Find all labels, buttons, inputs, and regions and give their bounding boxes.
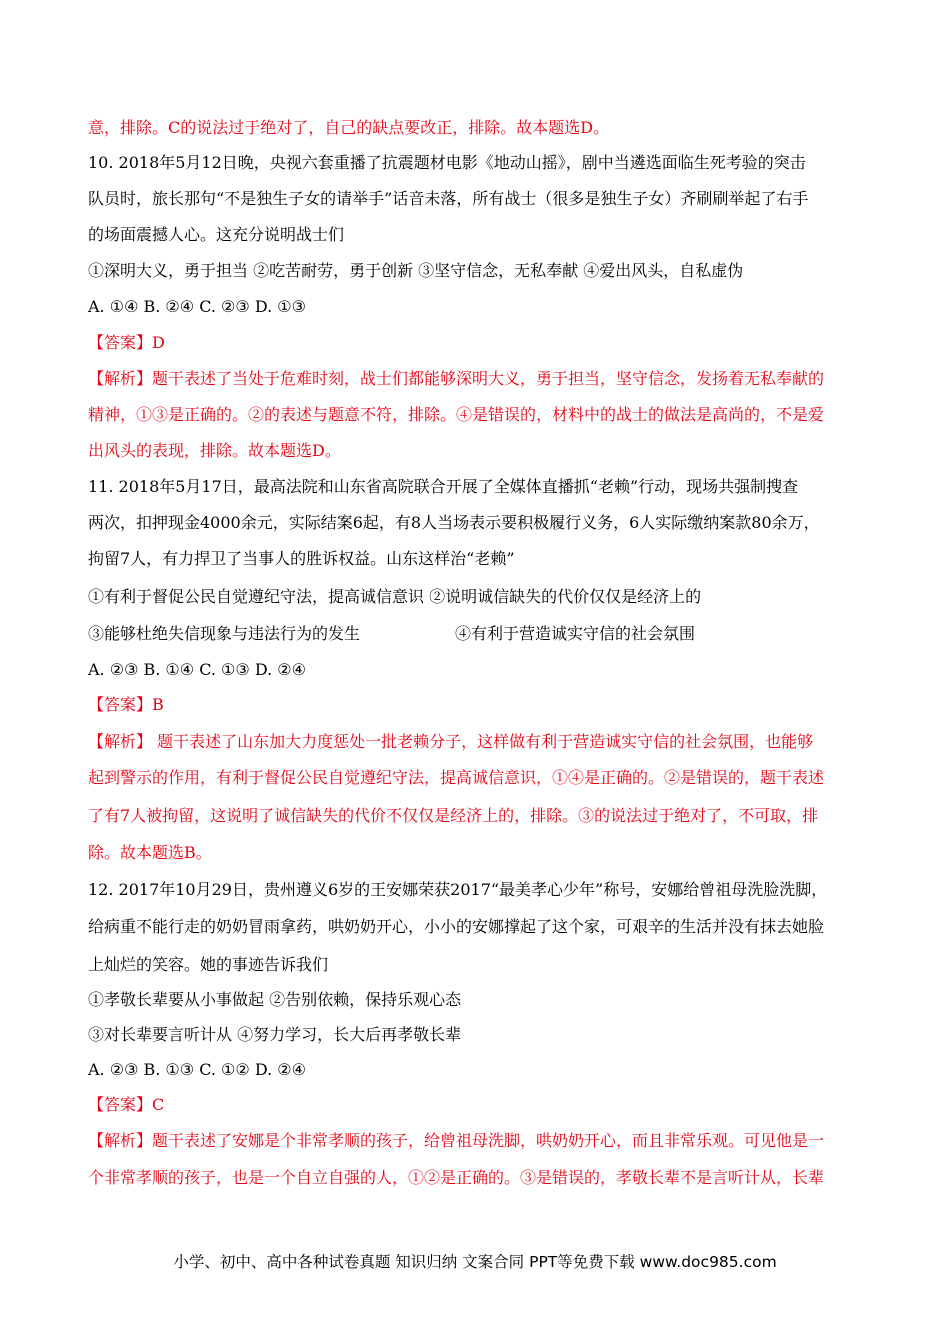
question-10-stem: 队员时，旅长那句“不是独生子女的请举手”话音未落，所有战士（很多是独生子女）齐刷刷举起了右手 xyxy=(88,189,809,208)
question-10-explanation: 出风头的表现，排除。故本题选D。 xyxy=(88,441,341,460)
question-11-options: ①有利于督促公民自觉遵纪守法，提高诚信意识 ②说明诚信缺失的代价仅仅是经济上的 xyxy=(88,587,702,606)
question-12-stem: 给病重不能行走的奶奶冒雨拿药，哄奶奶开心，小小的安娜撑起了这个家，可艰辛的生活并没有抹去她脸 xyxy=(88,917,825,936)
question-12-explanation: 【解析】题干表述了安娜是个非常孝顺的孩子，给曾祖母洗脚，哄奶奶开心，而且非常乐观。可见他是一 xyxy=(88,1131,825,1150)
question-11-explanation: 起到警示的作用，有利于督促公民自觉遵纪守法，提高诚信意识，①④是正确的。②是错误的，题干表述 xyxy=(88,768,825,787)
question-11-answer: 【答案】B xyxy=(88,695,164,714)
question-11-explanation: 【解析】 题干表述了山东加大力度惩处一批老赖分子，这样做有利于营造诚实守信的社会氛围，也能够 xyxy=(88,732,814,751)
question-10-explanation: 精神，①③是正确的。②的表述与题意不符，排除。④是错误的，材料中的战士的做法是高尚的，不是爱 xyxy=(88,405,825,424)
explanation-line: 意，排除。C的说法过于绝对了，自己的缺点要改正，排除。故本题选D。 xyxy=(88,118,610,137)
question-11-explanation: 了有7人被拘留，这说明了诚信缺失的代价不仅仅是经济上的，排除。③的说法过于绝对了，不可取，排 xyxy=(88,806,819,825)
question-11-explanation: 除。故本题选B。 xyxy=(88,843,212,862)
question-12-options: ①孝敬长辈要从小事做起 ②告别依赖，保持乐观心态 xyxy=(88,990,462,1009)
question-12-options: ③对长辈要言听计从 ④努力学习，长大后再孝敬长辈 xyxy=(88,1025,462,1044)
question-11-options: ④有利于营造诚实守信的社会氛围 xyxy=(455,624,696,643)
question-10-explanation: 【解析】题干表述了当处于危难时刻，战士们都能够深明大义，勇于担当，坚守信念，发扬着无私奉献的 xyxy=(88,369,825,388)
question-12-stem: 上灿烂的笑容。她的事迹告诉我们 xyxy=(88,955,329,974)
question-10-answer: 【答案】D xyxy=(88,333,165,352)
question-11-options: ③能够杜绝失信现象与违法行为的发生 xyxy=(88,624,361,643)
question-10-options: ①深明大义，勇于担当 ②吃苦耐劳，勇于创新 ③坚守信念，无私奉献 ④爱出风头，自私虚伪 xyxy=(88,261,744,280)
page-footer: 小学、初中、高中各种试卷真题 知识归纳 文案合同 PPT等免费下载 www.doc985.com xyxy=(173,1253,777,1271)
question-12-answer: 【答案】C xyxy=(88,1095,165,1114)
question-10-stem: 的场面震撼人心。这充分说明战士们 xyxy=(88,225,345,244)
question-11-stem: 拘留7人，有力捍卫了当事人的胜诉权益。山东这样治“老赖” xyxy=(88,549,515,568)
question-12-stem: 12. 2017年10月29日，贵州遵义6岁的王安娜荣获2017“最美孝心少年”称号，安娜给曾祖母洗脸洗脚， xyxy=(88,880,828,899)
question-10-choices: A. ①④ B. ②④ C. ②③ D. ①③ xyxy=(88,297,306,316)
question-11-stem: 两次，扣押现金4000余元，实际结案6起，有8人当场表示要积极履行义务，6人实际缴纳案款80余万， xyxy=(88,513,820,532)
question-10-stem: 10. 2018年5月12日晚，央视六套重播了抗震题材电影《地动山摇》，剧中当遴选面临生死考验的突击 xyxy=(88,153,806,172)
question-12-choices: A. ②③ B. ①③ C. ①② D. ②④ xyxy=(88,1060,306,1079)
question-11-choices: A. ②③ B. ①④ C. ①③ D. ②④ xyxy=(88,660,306,679)
question-11-stem: 11. 2018年5月17日，最高法院和山东省高院联合开展了全媒体直播抓“老赖”行动，现场共强制搜查 xyxy=(88,477,799,496)
question-12-explanation: 个非常孝顺的孩子，也是一个自立自强的人，①②是正确的。③是错误的，孝敬长辈不是言听计从，长辈 xyxy=(88,1168,825,1187)
